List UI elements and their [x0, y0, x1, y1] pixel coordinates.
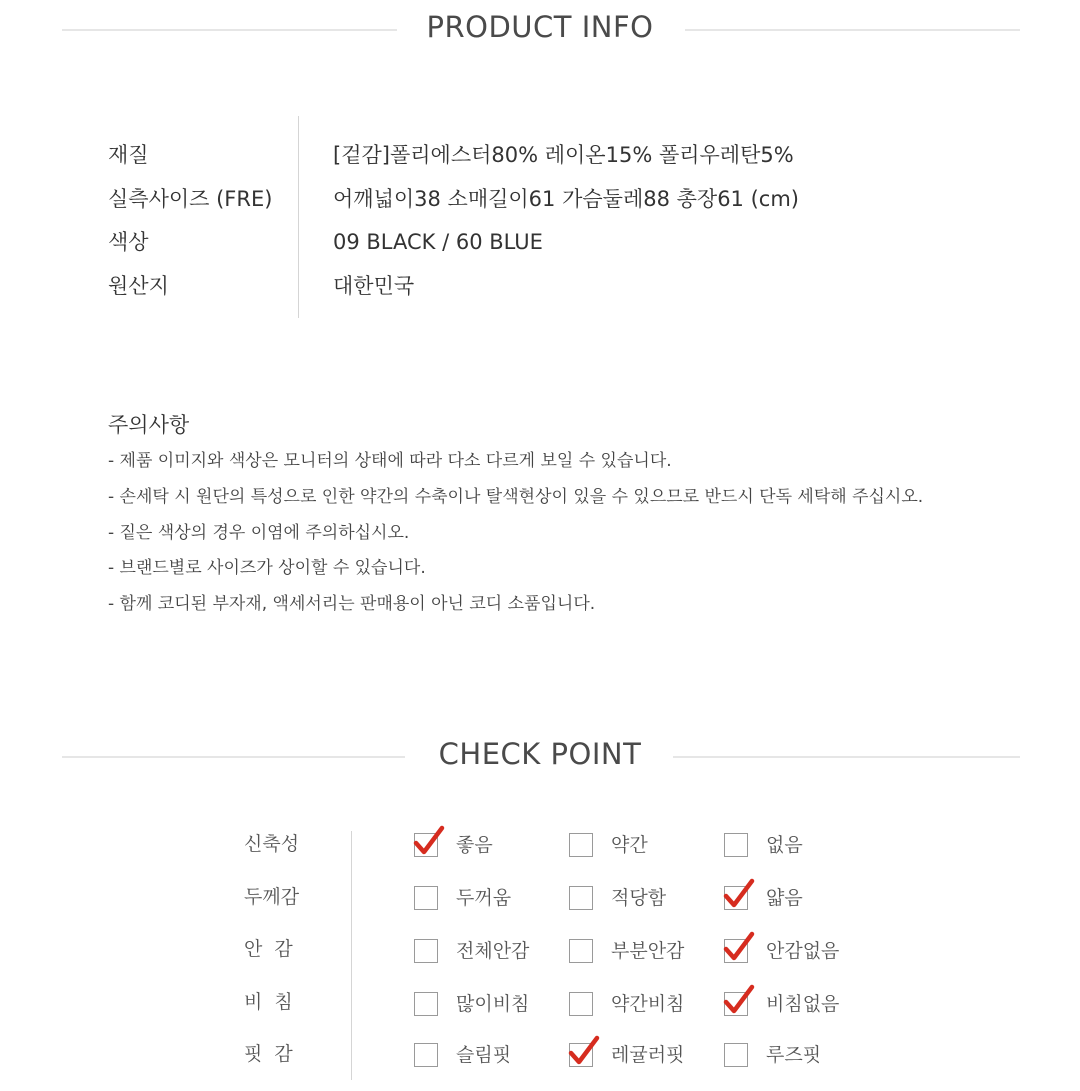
check-option-label: 부분안감	[611, 940, 685, 962]
checkmark-icon	[722, 930, 756, 964]
info-label-size: 실측사이즈 (FRE)	[108, 186, 273, 211]
check-option-label: 안감없음	[766, 940, 840, 962]
cp-label-thickness: 두께감	[244, 885, 300, 908]
cp-label-stretch: 신축성	[244, 833, 300, 855]
check-option-label: 레귤러핏	[611, 1044, 685, 1066]
checkmark-icon	[412, 824, 446, 858]
checkbox[interactable]	[414, 992, 438, 1016]
info-value-color: 09 BLACK / 60 BLUE	[333, 230, 543, 254]
check-option-label: 루즈핏	[766, 1044, 822, 1066]
info-value-origin: 대한민국	[333, 273, 415, 298]
notice-heading: 주의사항	[108, 413, 190, 437]
cp-label-fit: 핏 감	[244, 1043, 293, 1065]
checkbox[interactable]	[569, 833, 593, 857]
info-label-color: 색상	[108, 230, 149, 254]
info-value-material: [겉감]폴리에스터80% 레이온15% 폴리우레탄5%	[333, 143, 794, 167]
notice-item: - 짙은 색상의 경우 이염에 주의하십시오.	[108, 522, 410, 543]
cp-label-lining: 안 감	[244, 938, 293, 960]
product-info-title: PRODUCT INFO	[426, 10, 654, 44]
checkbox[interactable]	[414, 939, 438, 963]
info-label-material: 재질	[108, 143, 149, 167]
check-point-title: CHECK POINT	[438, 737, 642, 771]
notice-section	[108, 410, 923, 625]
checkbox[interactable]	[724, 1043, 748, 1067]
check-option-label: 비침없음	[766, 993, 840, 1015]
cp-label-sheerness: 비 침	[244, 990, 293, 1013]
check-option-label: 좋음	[456, 834, 493, 856]
product-info-header	[0, 0, 1080, 60]
notice-item: - 브랜드별로 사이즈가 상이할 수 있습니다.	[108, 558, 426, 579]
checkbox[interactable]	[569, 992, 593, 1016]
checkbox[interactable]	[569, 886, 593, 910]
notice-item: - 손세탁 시 원단의 특성으로 인한 약간의 수축이나 탈색현상이 있을 수 있으므로 반드시 단독 세탁해 주십시오.	[108, 486, 924, 507]
notice-item: - 제품 이미지와 색상은 모니터의 상태에 따라 다소 다르게 보일 수 있습니다.	[108, 451, 672, 471]
check-point-divider	[351, 831, 352, 1080]
check-option-label: 약간	[611, 834, 648, 856]
check-option-label: 없음	[766, 834, 803, 856]
info-divider	[298, 116, 299, 318]
check-option-label: 전체안감	[456, 940, 530, 962]
check-option-label: 많이비침	[456, 993, 530, 1015]
info-label-origin: 원산지	[108, 273, 169, 298]
checkbox[interactable]	[569, 939, 593, 963]
checkbox[interactable]	[724, 833, 748, 857]
check-point-labels	[244, 828, 299, 1091]
checkmark-icon	[567, 1034, 601, 1068]
check-option-label: 얇음	[766, 887, 803, 909]
checkbox[interactable]	[414, 1043, 438, 1067]
check-point-header	[0, 727, 1080, 787]
product-info-values	[333, 137, 799, 311]
check-option-label: 약간비침	[611, 993, 685, 1015]
product-info-labels	[108, 137, 272, 311]
check-option-label: 슬림핏	[456, 1044, 512, 1066]
check-option-label: 두꺼움	[456, 887, 512, 909]
info-value-size: 어깨넓이38 소매길이61 가슴둘레88 총장61 (cm)	[333, 186, 799, 211]
checkbox[interactable]	[414, 886, 438, 910]
notice-item: - 함께 코디된 부자재, 액세서리는 판매용이 아닌 코디 소품입니다.	[108, 594, 596, 615]
checkmark-icon	[722, 983, 756, 1017]
check-option-label: 적당함	[611, 887, 667, 909]
checkmark-icon	[722, 877, 756, 911]
